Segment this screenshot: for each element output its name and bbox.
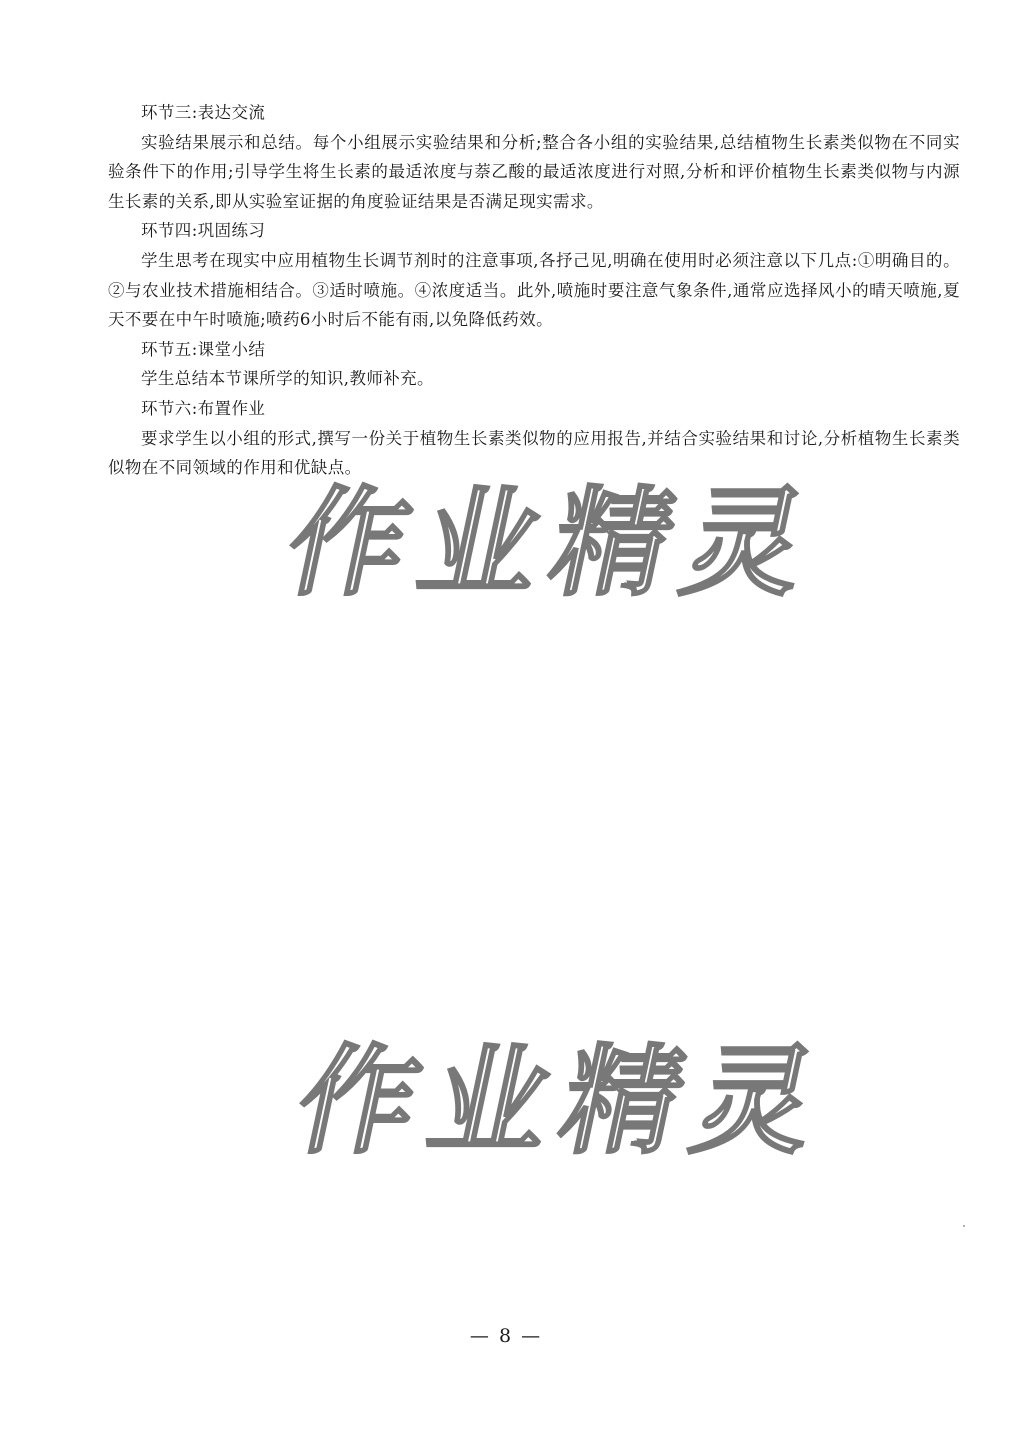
section-heading: 环节三:表达交流 [141,103,266,122]
page-number: — 8 — [469,1325,543,1347]
section-heading: 环节六:布置作业 [141,398,266,418]
section-paragraph: 学生总结本节课所学的知识,教师补充。 [141,369,434,389]
section-paragraph: 要求学生以小组的形式,撰写一份关于植物生长素类似物的应用报告,并结合实验结果和讨论,分析植物生长素类似物在不同领域的作用和优缺点。 [108,428,960,478]
lesson-body [108,98,960,483]
watermark: 作业精灵 [285,1032,843,1170]
section-paragraph: 学生思考在现实中应用植物生长调节剂时的注意事项,各抒己见,明确在使用时必须注意以下几点:①明确目的。②与农业技术措施相结合。③适时喷施。④浓度适当。此外,喷施时要注意气象条件,通常应选择风小的晴天喷施,夏天不要在中午时喷施;喷药6小时后不能有雨,以免降低药效。 [108,250,960,330]
scan-speck [963,1225,965,1227]
watermark: 作业精灵 [275,474,833,612]
section-paragraph: 实验结果展示和总结。每个小组展示实验结果和分析;整合各小组的实验结果,总结植物生长素类似物在不同实验条件下的作用;引导学生将生长素的最适浓度与萘乙酸的最适浓度进行对照,分析和评价植物生长素类似物与内源生长素的关系,即从实验室证据的角度验证结果是否满足现实需求。 [108,132,960,211]
section-heading: 环节四:巩固练习 [141,221,266,241]
section-heading: 环节五:课堂小结 [141,339,266,359]
